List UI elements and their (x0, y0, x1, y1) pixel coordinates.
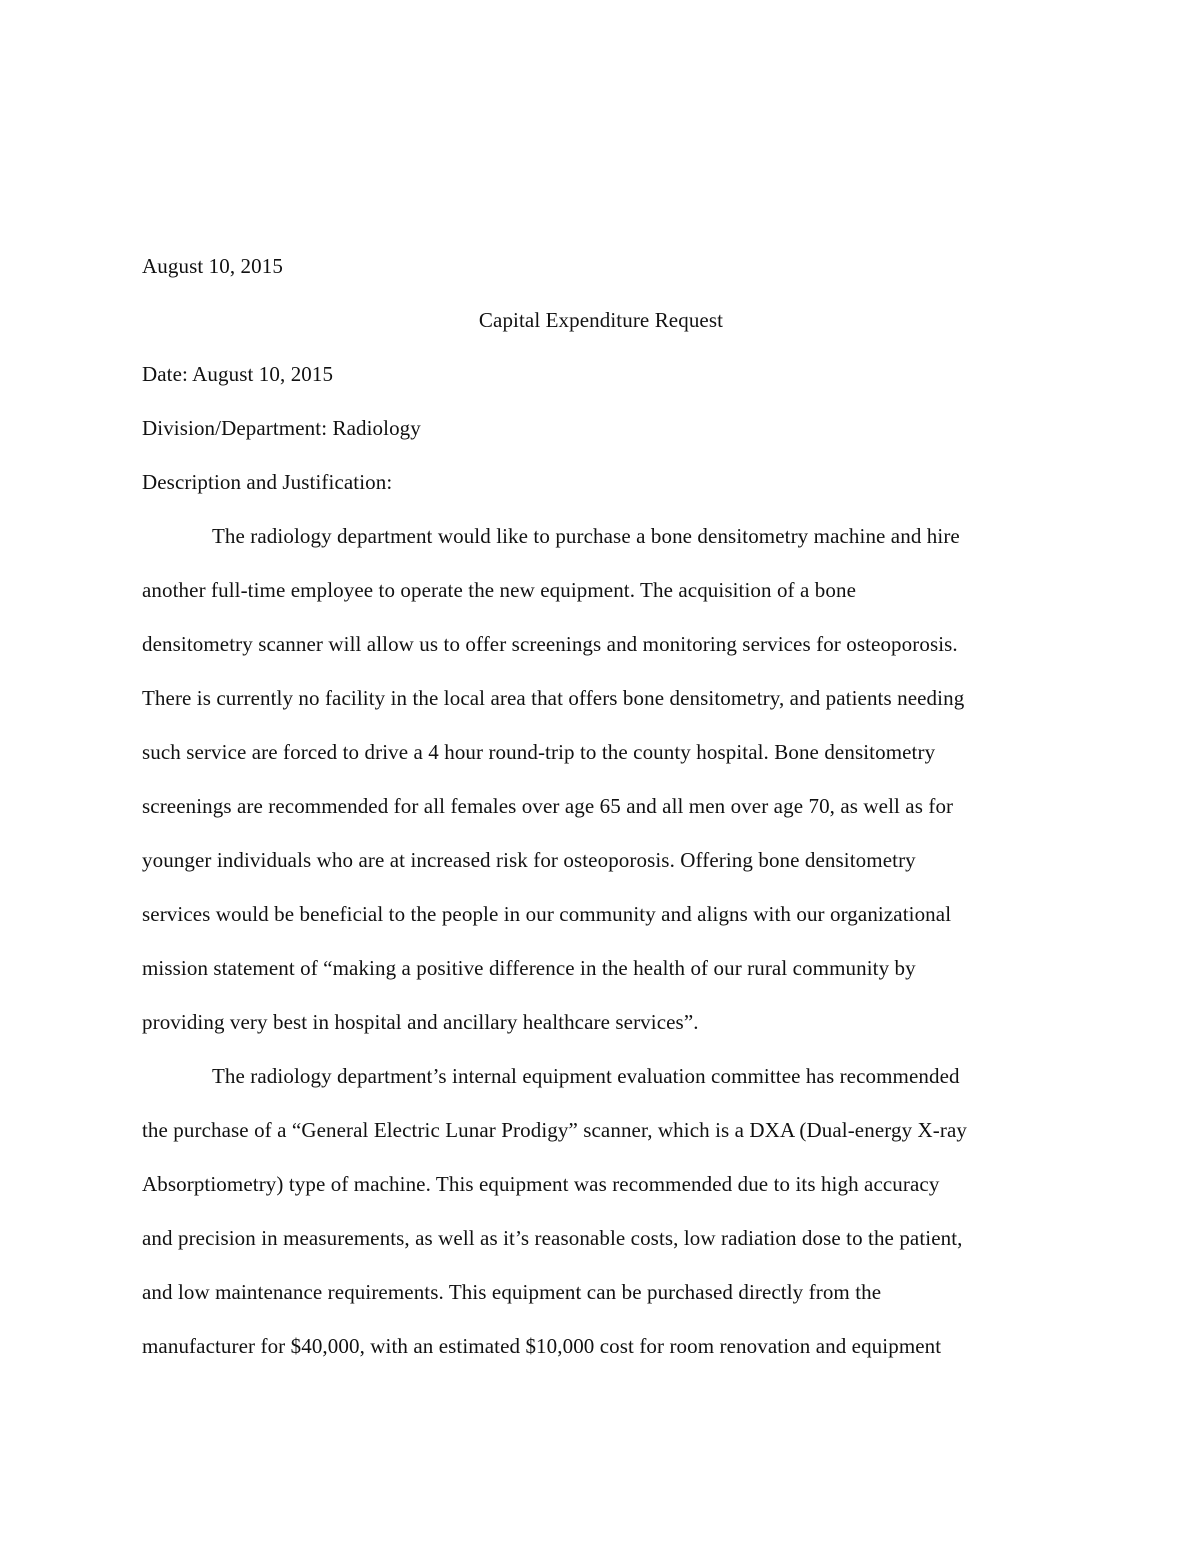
paragraph-line: another full-time employee to operate the new equipment. The acquisition of a bone (142, 578, 856, 602)
paragraph-2 (142, 1060, 1062, 1384)
date-field: Date: August 10, 2015 (142, 362, 334, 386)
paragraph-line: The radiology department’s internal equipment evaluation committee has recommended (212, 1064, 960, 1088)
paragraph-line: and low maintenance requirements. This equipment can be purchased directly from the (142, 1280, 882, 1304)
paragraph-line: densitometry scanner will allow us to offer screenings and monitoring services for osteoporosis. (142, 632, 958, 656)
division-field: Division/Department: Radiology (142, 416, 421, 440)
paragraph-line: the purchase of a “General Electric Lunar Prodigy” scanner, which is a DXA (Dual-energy X-ray (142, 1118, 967, 1142)
letter-date: August 10, 2015 (142, 254, 283, 278)
paragraph-line: mission statement of “making a positive difference in the health of our rural community by (142, 956, 916, 980)
document-title: Capital Expenditure Request (478, 308, 724, 332)
paragraph-line: providing very best in hospital and ancillary healthcare services”. (142, 1010, 699, 1034)
paragraph-line: Absorptiometry) type of machine. This equipment was recommended due to its high accuracy (142, 1172, 940, 1196)
paragraph-line: services would be beneficial to the people in our community and aligns with our organizational (142, 902, 952, 926)
paragraph-line: younger individuals who are at increased risk for osteoporosis. Offering bone densitometry (142, 848, 916, 872)
paragraph-line: such service are forced to drive a 4 hour round-trip to the county hospital. Bone densitometry (142, 740, 936, 764)
paragraph-line: The radiology department would like to purchase a bone densitometry machine and hire (212, 524, 960, 548)
paragraph-1 (142, 520, 1062, 1060)
paragraph-line: and precision in measurements, as well as it’s reasonable costs, low radiation dose to the patient, (142, 1226, 963, 1250)
paragraph-line: There is currently no facility in the local area that offers bone densitometry, and patients needing (142, 686, 965, 710)
paragraph-line: screenings are recommended for all females over age 65 and all men over age 70, as well as for (142, 794, 954, 818)
letter-body (142, 250, 1062, 1384)
description-heading: Description and Justification: (142, 470, 393, 494)
paragraph-line: manufacturer for $40,000, with an estimated $10,000 cost for room renovation and equipment (142, 1334, 942, 1358)
